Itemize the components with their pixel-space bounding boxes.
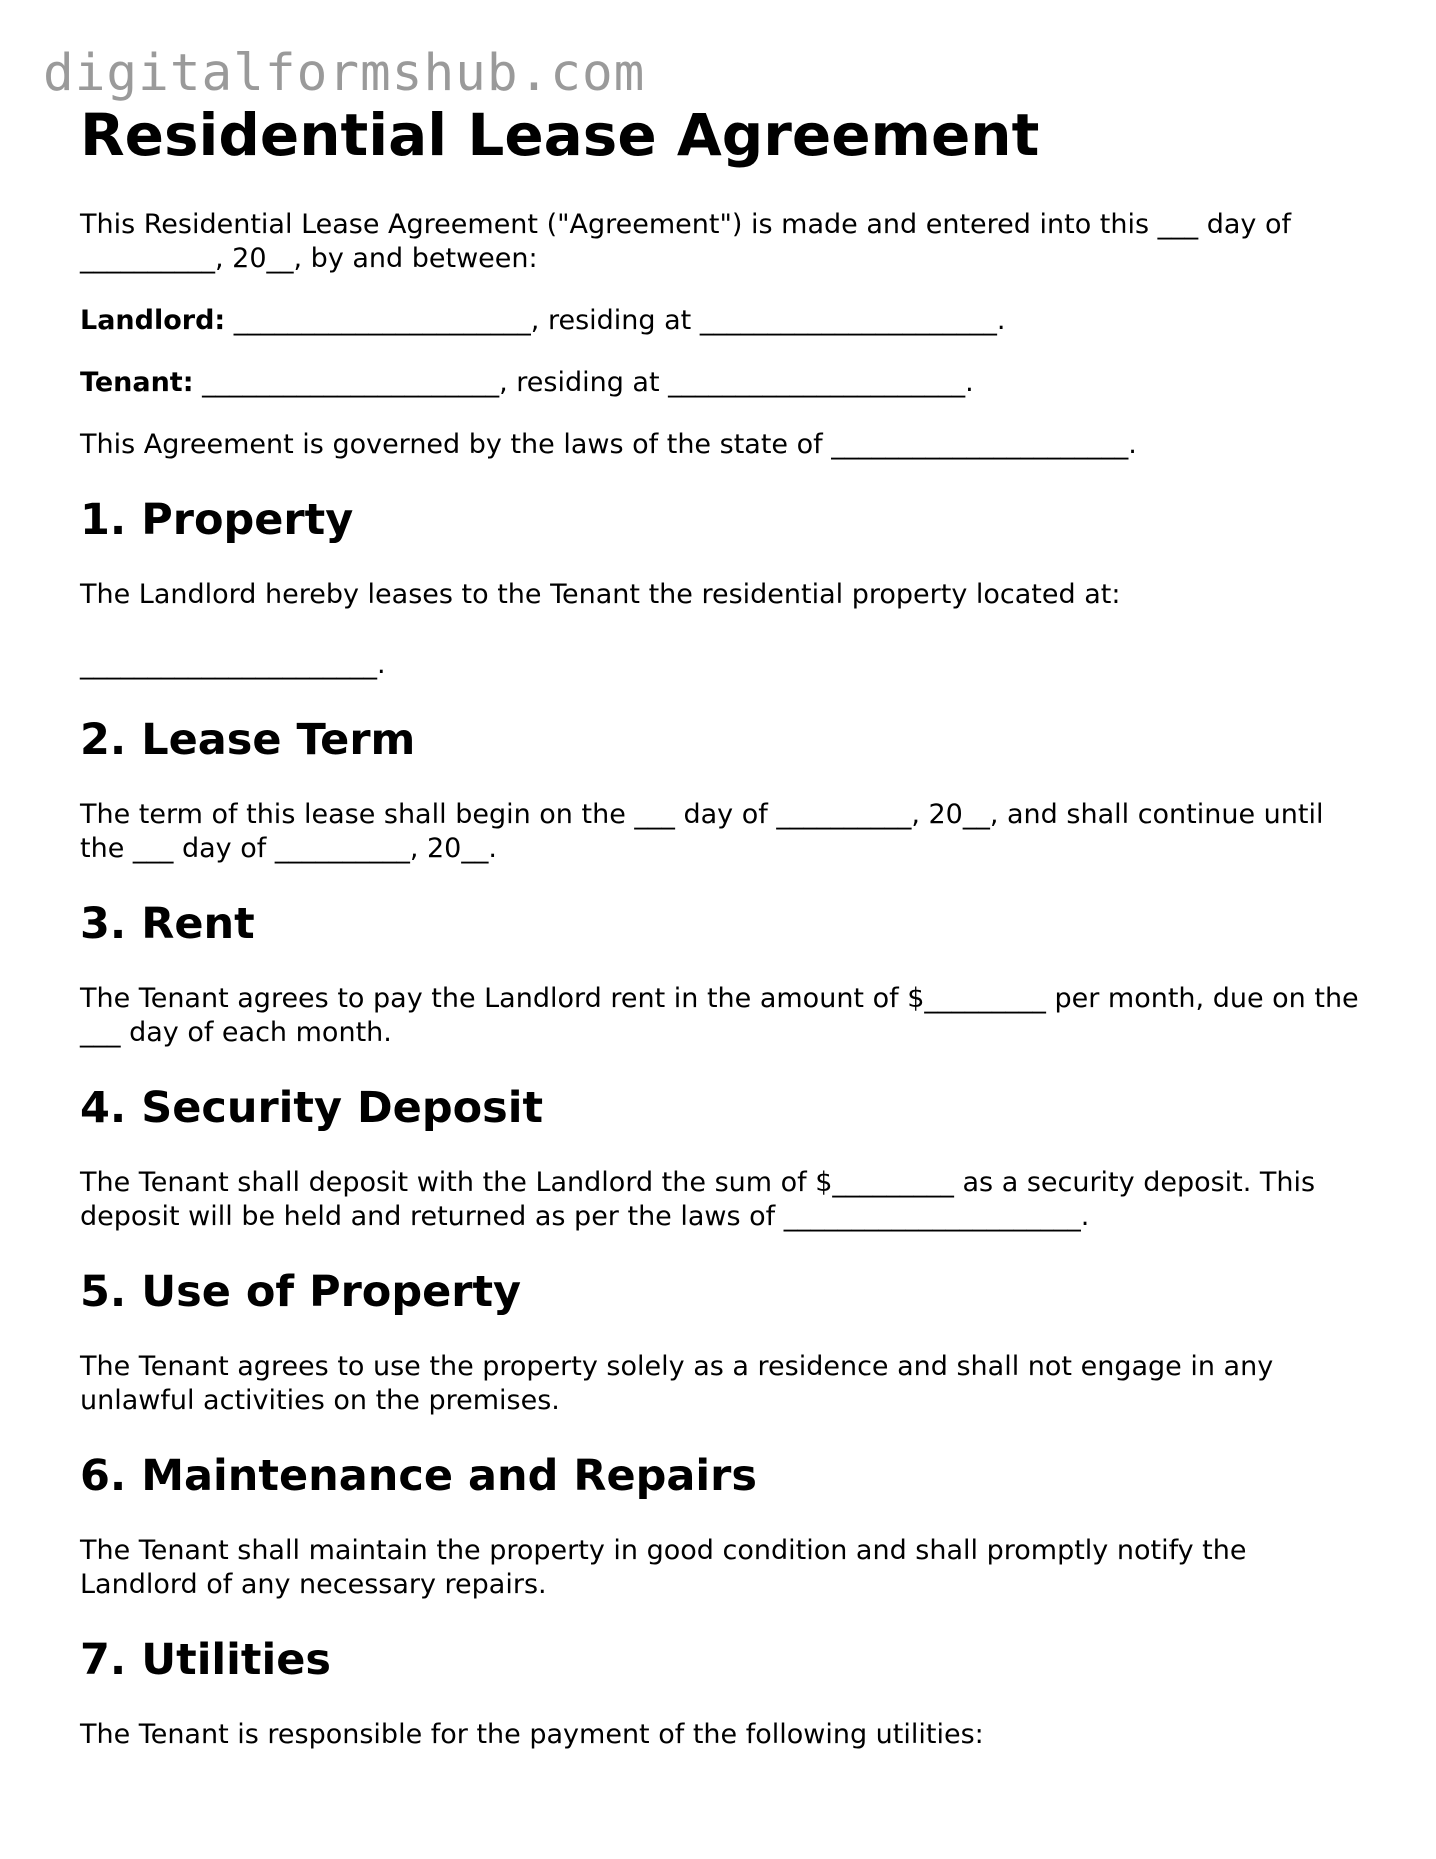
section-body-lease-term: The term of this lease shall begin on the ___ day of __________, 20__, and shall continue until the ___ day of __________, 20__. bbox=[80, 799, 1324, 864]
section-body-use-of-property: The Tenant agrees to use the property solely as a residence and shall not engage in any unlawful activities on the premises. bbox=[80, 1351, 1274, 1416]
landlord-line bbox=[80, 304, 1370, 338]
section-heading-property: 1. Property bbox=[80, 495, 354, 545]
section-heading-lease-term: 2. Lease Term bbox=[80, 715, 416, 765]
section-heading-maintenance: 6. Maintenance and Repairs bbox=[80, 1451, 757, 1501]
section-heading-rent: 3. Rent bbox=[80, 899, 255, 949]
page-title: Residential Lease Agreement bbox=[80, 101, 1040, 169]
section-heading-utilities: 7. Utilities bbox=[80, 1635, 331, 1685]
section-heading-use-of-property: 5. Use of Property bbox=[80, 1267, 522, 1317]
tenant-line bbox=[80, 366, 1370, 400]
landlord-label: Landlord: bbox=[80, 305, 226, 336]
section-body-rent: The Tenant agrees to pay the Landlord rent in the amount of $_________ per month, due on the ___ day of each month. bbox=[80, 983, 1359, 1048]
tenant-text: ______________________, residing at ______________________. bbox=[193, 367, 974, 398]
governing-law: This Agreement is governed by the laws of the state of ______________________. bbox=[80, 429, 1137, 460]
section-body-property: The Landlord hereby leases to the Tenant the residential property located at: bbox=[80, 579, 1121, 610]
watermark: digitalformshub.com bbox=[43, 44, 646, 103]
intro-paragraph: This Residential Lease Agreement ("Agreement") is made and entered into this ___ day of __________, 20__, by and between: bbox=[80, 209, 1291, 274]
document-body bbox=[80, 102, 1370, 1752]
section-body-maintenance: The Tenant shall maintain the property in good condition and shall promptly notify the Landlord of any necessary repairs. bbox=[80, 1535, 1247, 1600]
section-body-utilities: The Tenant is responsible for the payment of the following utilities: bbox=[80, 1719, 984, 1750]
landlord-text: ______________________, residing at ______________________. bbox=[225, 305, 1006, 336]
section-extra-property: ______________________. bbox=[80, 649, 386, 680]
tenant-label: Tenant: bbox=[80, 367, 194, 398]
section-body-security-deposit: The Tenant shall deposit with the Landlord the sum of $_________ as a security deposit. This deposit will be held and returned as per the laws of ______________________. bbox=[80, 1167, 1316, 1232]
section-heading-security-deposit: 4. Security Deposit bbox=[80, 1083, 544, 1133]
